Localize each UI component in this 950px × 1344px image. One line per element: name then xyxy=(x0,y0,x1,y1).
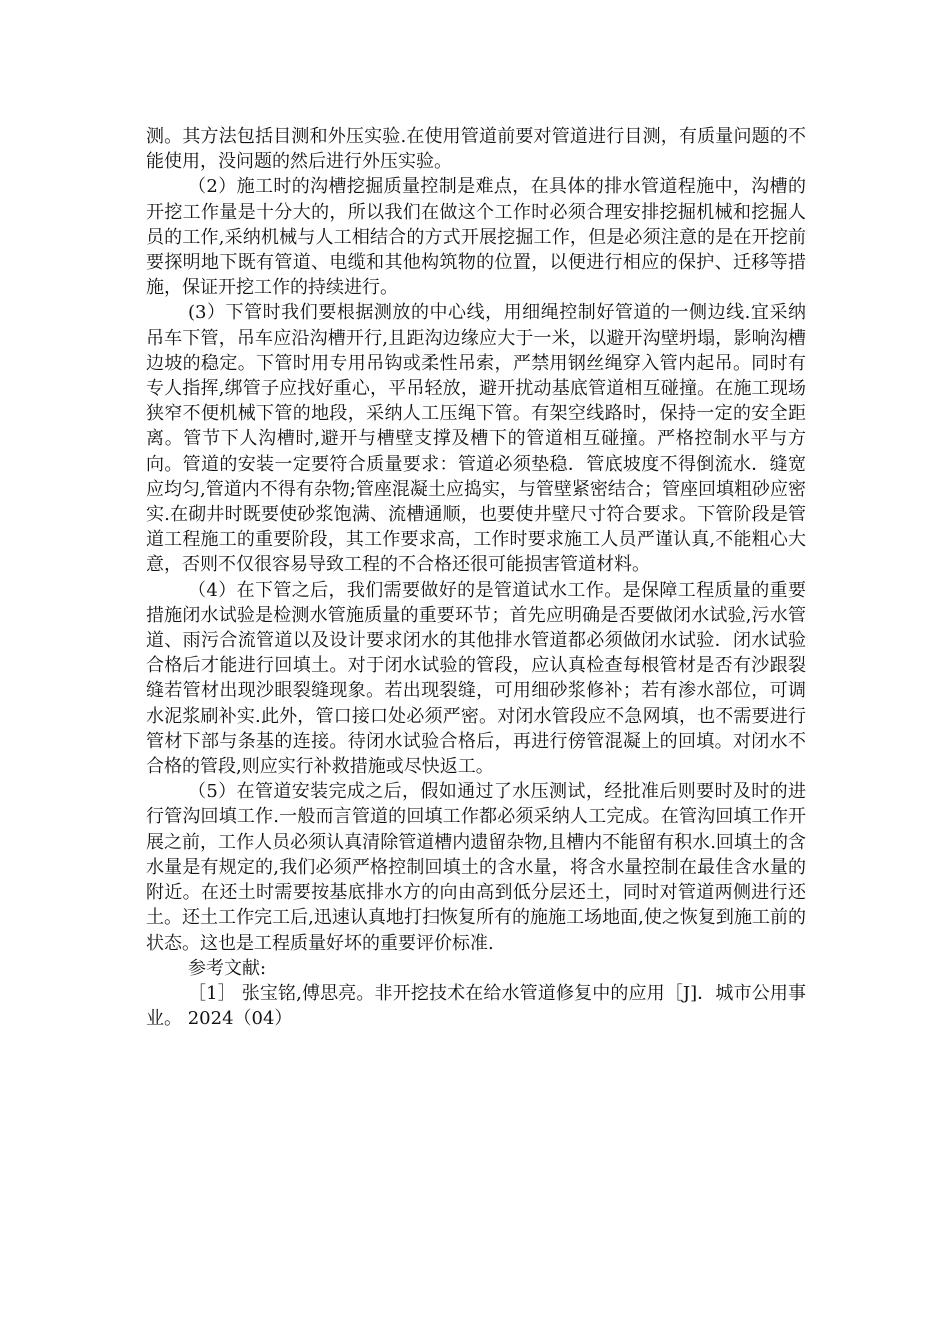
document-body xyxy=(146,124,806,1031)
paragraph-item-2: （2）施工时的沟槽挖掘质量控制是难点，在具体的排水管道程施中，沟槽的开挖工作量是十分大的，所以我们在做这个工作时必须合理安排挖掘机械和挖掘人员的工作,采纳机械与人工相结合的方式开展挖掘工作，但是必须注意的是在开挖前要探明地下既有管道、电缆和其他构筑物的位置，以便进行相应的保护、迁移等措施，保证开挖工作的持续进行。 xyxy=(146,176,806,299)
paragraph-continuation: 测。其方法包括目测和外压实验.在使用管道前要对管道进行目测，有质量问题的不能使用，没问题的然后进行外压实验。 xyxy=(146,126,806,173)
paragraph-item-3: (3）下管时我们要根据测放的中心线，用细绳控制好管道的一侧边线.宜采纳吊车下管，吊车应沿沟槽开行,且距沟边缘应大于一米，以避开沟壁坍塌，影响沟槽边坡的稳定。下管时用专用吊钩或柔性吊索，严禁用钢丝绳穿入管内起吊。同时有专人指挥,绑管子应找好重心，平吊轻放，避开扰动基底管道相互碰撞。在施工现场狭窄不便机械下管的地段，采纳人工压绳下管。有架空线路时，保持一定的安全距离。管节下人沟槽时,避开与槽壁支撑及槽下的管道相互碰撞。严格控制水平与方向。管道的安装一定要符合质量要求：管道必须垫稳．管底坡度不得倒流水．缝宽应均匀,管道内不得有杂物;管座混凝土应捣实，与管壁紧密结合；管座回填粗砂应密实.在砌井时既要使砂浆饱满、流槽通顺，也要使井壁尺寸符合要求。下管阶段是管道工程施工的重要阶段，其工作要求高，工作时要求施工人员严谨认真,不能粗心大意，否则不仅很容易导致工程的不合格还很可能损害管道材料。 xyxy=(146,302,806,576)
reference-item-1: ［1］ 张宝铭,傅思亮。非开挖技术在给水管道修复中的应用［J]．城市公用事业。 2024（04） xyxy=(146,982,806,1030)
paragraph-item-5: （5）在管道安装完成之后，假如通过了水压测试，经批准后则要时及时的进行管沟回填工作.一般而言管道的回填工作都必须采纳人工完成。在管沟回填工作开展之前，工作人员必须认真清除管道槽内遗留杂物,且槽内不能留有积水.回填土的含水量是有规定的,我们必须严格控制回填土的含水量，将含水量控制在最佳含水量的附近。在还土时需要按基底排水方的向由高到低分层还土，同时对管道两侧进行还土。还土工作完工后,迅速认真地打扫恢复所有的施施工场地面,使之恢复到施工前的状态。这也是工程质量好坏的重要评价标准. xyxy=(146,781,806,954)
references-heading: 参考文献: xyxy=(188,957,267,979)
paragraph-item-4: （4）在下管之后，我们需要做好的是管道试水工作。是保障工程质量的重要措施闭水试验是检测水管施质量的重要环节；首先应明确是否要做闭水试验,污水管道、雨污合流管道以及设计要求闭水的其他排水管道都必须做闭水试验．闭水试验合格后才能进行回填土。对于闭水试验的管段，应认真检查每根管材是否有沙跟裂缝若管材出现沙眼裂缝现象。若出现裂缝，可用细砂浆修补；若有渗水部位，可调水泥浆刷补实.此外，管口接口处必须严密。对闭水管段应不急网填，也不需要进行管材下部与条基的连接。待闭水试验合格后，再进行傍管混凝上的回填。对闭水不合格的管段,则应实行补救措施或尽快返工。 xyxy=(146,579,806,778)
